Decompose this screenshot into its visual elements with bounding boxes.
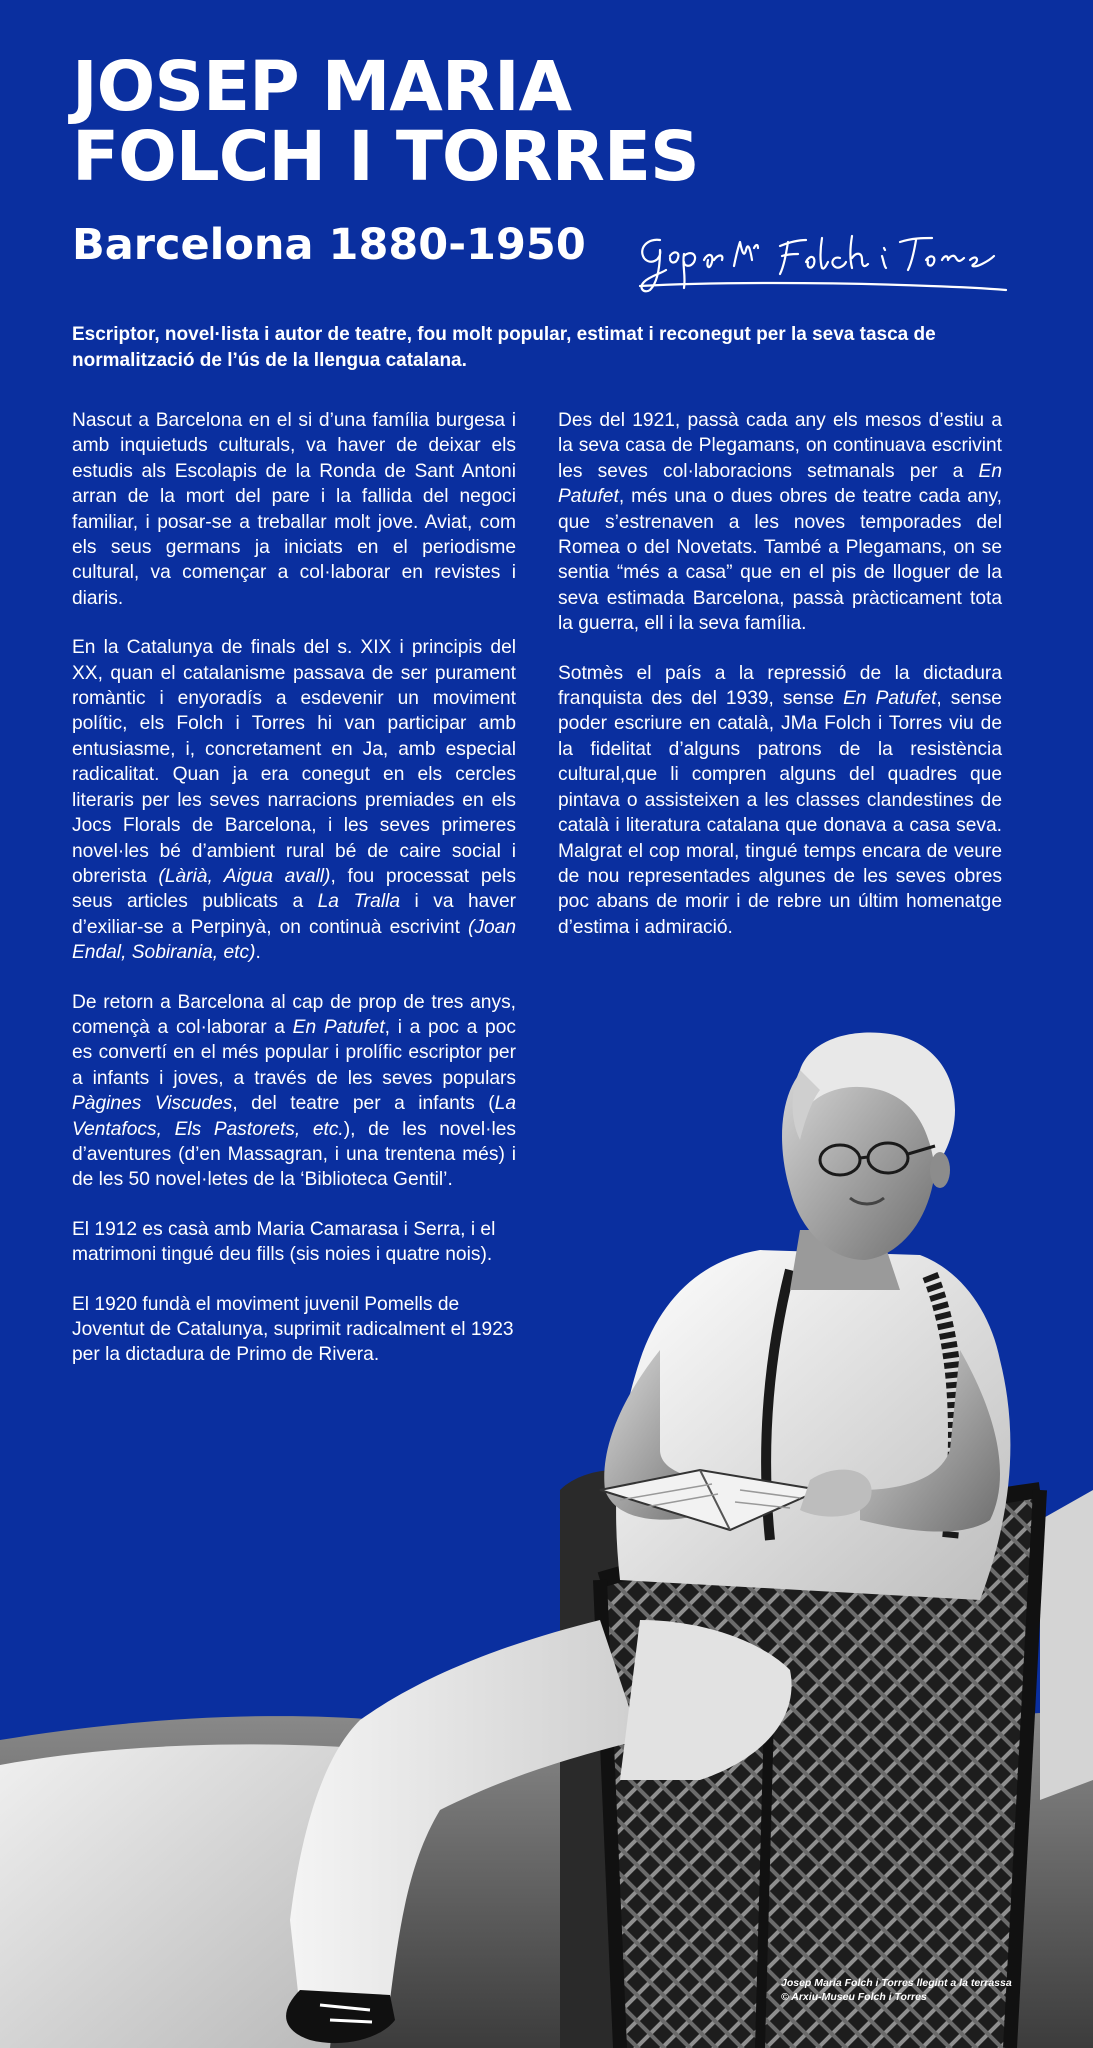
paragraph-dictatorship [558,661,1002,940]
caption-line-2: © Arxiu-Museu Folch i Torres [781,1991,927,2003]
head [782,1033,955,1261]
caption-line-1: Josep Maria Folch i Torres llegint a la terrassa [781,1977,1012,1989]
photo-caption [781,1976,1081,2004]
text-run: , més una o dues obres de teatre cada any, que s’estrenaven a les noves temporades del Romea o del Novetats. També a Plegamans, on se sentia “més a casa” que en el pis de lloguer de la seva estimada Barcelona, passà pràcticament tota la guerra, ell i la seva família. [558,486,1002,635]
paragraph-catalanism [72,635,516,965]
text-run: Des del 1921, passà cada any els mesos d’estiu a la seva casa de Plegamans, on continuava escrivint les seves col·laboracions setmanals per a [558,410,1002,482]
work-titles: La Ventafocs, Els Pastorets, etc. [72,1093,517,1140]
work-title: En Patufet [292,1016,385,1038]
title-line-2: FOLCH I TORRES [72,117,699,197]
text-run: Sotmès el país a la repressió de la dictadura franquista des del 1939, sense [558,662,1002,710]
text-run: i va haver d’exiliar-se a Perpinyà, on continuà escrivint [72,891,516,938]
work-titles: (Làrià, Aigua avall) [158,865,331,887]
work-title: La Tralla [317,891,401,913]
work-title: En Patufet [843,688,937,710]
subtitle-dates: Barcelona 1880-1950 [72,220,586,270]
text-run: , fou processat pels seus articles publicats a [72,865,517,913]
paragraph-pomells: El 1920 fundà el moviment juvenil Pomells de Joventut de Catalunya, suprimit radicalment el 1923 per la dictadura de Primo de Rivera. [72,1293,514,1366]
text-run: , del teatre per a infants ( [232,1093,495,1115]
text-run: En la Catalunya de finals del s. XIX i principis del XX, quan el catalanisme passava de ser purament romàntic i enyoradís a esdevenir un moviment polític, els Folch i Torres hi van participar amb entusiasme, i, concretament en Ja, amb especial radicalitat. Quan ja era conegut en els cercles literaris per les seves narracions premiades en els Jocs Florals de Barcelona, i les seves primeres novel·les bé d’ambient rural bé de caire social i obrerista [72,637,516,887]
text-run: ), de les novel·les d’aventures (d’en Massagran, i una trentena més) i de les 50 novel·letes de la ‘Biblioteca Gentil’. [72,1118,516,1191]
text-run: , sense poder escriure en català, JMa Folch i Torres viu de la fidelitat d’alguns patrons de la resistència cultural,que li compren alguns del quadres que pintava o assisteixen a les classes clandestines de català i literatura catalana que donava a casa seva. Malgrat el cop moral, tingué temps encara de veure de nou representades algunes de les seves obres poc abans de morir i de rebre un últim homenatge d’estima i admiració. [558,688,1002,938]
paragraph-plegamans [558,408,1002,637]
text-run: , i a poc a poc es convertí en el més popular i prolífic escriptor per a infants i joves, a través de les seves populars [72,1016,516,1089]
paragraph-birth: Nascut a Barcelona en el si d’una família burgesa i amb inquietuds culturals, va haver de deixar els estudis als Escolapis de la Ronda de Sant Antoni arran de la mort del pare i la fallida del negoci familiar, i posar-se a treballar molt jove. Aviat, com els seus germans ja iniciats en el periodisme cultural, va començar a col·laborar en revistes i diaris. [72,410,516,609]
work-titles: (Joan Endal, Sobirania, etc) [72,916,516,964]
paragraph-marriage: El 1912 es casà amb Maria Camarasa i Serra, i el matrimoni tingué deu fills (sis noies i quatre nois). [72,1218,496,1266]
work-title: En Patufet [558,460,1002,508]
text-run: De retorn a Barcelona al cap de prop de tres anys, començà a col·laborar a [72,991,516,1038]
title-line-1: JOSEP MARIA [72,47,572,127]
text-run: . [255,942,261,964]
signature-image [630,226,1010,296]
page-title [72,47,699,197]
portrait-photo [0,1020,1093,2048]
lead-paragraph: Escriptor, novel·lista i autor de teatre, fou molt popular, estimat i reconegut per la seva tasca de normalització de l’ús de la llengua catalana. [72,324,936,371]
wall-right [1040,1490,1093,1800]
right-column [558,408,1002,964]
work-title: Pàgines Viscudes [72,1093,233,1115]
